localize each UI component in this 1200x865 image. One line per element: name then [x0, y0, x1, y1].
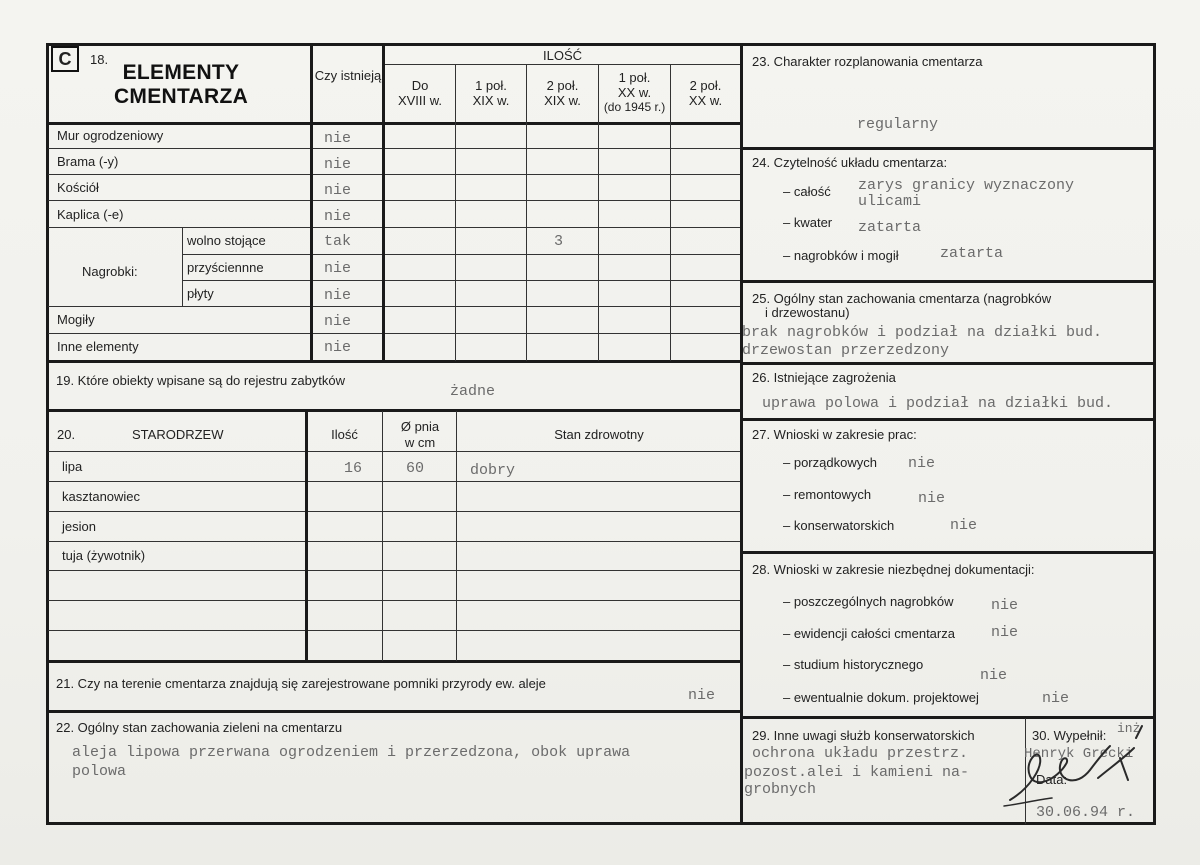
period-3-l1: 2 poł.	[546, 78, 579, 93]
tree-lipa-health: dobry	[470, 462, 516, 479]
s25-value-line2: drzewostan przerzedzony	[742, 342, 950, 359]
s23-label: 23. Charakter rozplanowania cmentarza	[752, 54, 983, 69]
s24-nagrobkow-label: – nagrobków i mogił	[783, 248, 899, 263]
s30-name: Henryk Grecki	[1024, 746, 1134, 762]
row-kosciol-value: nie	[324, 182, 352, 199]
nagrobki-label: Nagrobki:	[82, 264, 138, 279]
s18-title-line2: CMENTARZA	[113, 85, 249, 108]
s28-studium-value: nie	[980, 667, 1008, 684]
period-2-l1: 1 poł.	[475, 78, 507, 93]
tree-lipa-count: 16	[344, 460, 363, 477]
s30-label: 30. Wypełnił:	[1032, 728, 1107, 743]
s20-number: 20.	[57, 427, 76, 442]
s28-nagrobkow-label: – poszczególnych nagrobków	[783, 594, 954, 609]
s27-konserwatorskich-label: – konserwatorskich	[783, 518, 895, 533]
s27-label: 27. Wnioski w zakresie prac:	[752, 427, 917, 442]
row-brama-value: nie	[324, 156, 352, 173]
wolno-count-2pol-xix: 3	[554, 233, 564, 250]
period-1-l2: XVIII w.	[397, 93, 443, 108]
s28-projektowej-label: – ewentualnie dokum. projektowej	[783, 690, 979, 705]
s30-title: inż	[1117, 721, 1141, 736]
s28-label: 28. Wnioski w zakresie niezbędnej dokumentacji:	[752, 562, 1035, 577]
s27-konserwatorskich-value: nie	[950, 517, 978, 534]
s19-label: 19. Które obiekty wpisane są do rejestru zabytków	[56, 373, 346, 388]
row-kosciol-label: Kościół	[57, 180, 99, 195]
tree-jesion-label: jesion	[62, 519, 96, 534]
row-inne-value: nie	[324, 339, 352, 356]
s26-label: 26. Istniejące zagrożenia	[752, 370, 896, 385]
s25-label-line2: i drzewostanu)	[765, 305, 850, 320]
s24-kwater-value: zatarta	[858, 219, 922, 236]
s24-nagrobkow-value: zatarta	[940, 245, 1004, 262]
s29-value-line1: ochrona układu przestrz.	[752, 745, 969, 762]
period-2-l2: XIX w.	[472, 93, 510, 108]
s20-col-stan: Stan zdrowotny	[554, 427, 644, 442]
s22-value-line1: aleja lipowa przerwana ogrodzeniem i przerzedzona, obok uprawa	[72, 744, 631, 761]
row-brama-label: Brama (-y)	[57, 154, 119, 169]
s24-calosc-value-line1: zarys granicy wyznaczony	[858, 177, 1075, 194]
period-4-l3: (do 1945 r.)	[603, 100, 666, 114]
s24-calosc-value-line2: ulicami	[858, 193, 922, 210]
row-kaplica-label: Kaplica (-e)	[57, 207, 124, 222]
s24-calosc-label: – całość	[783, 184, 831, 199]
s25-value-line1: brak nagrobków i podział na działki bud.	[742, 324, 1103, 341]
s18-number: 18.	[90, 52, 109, 67]
s20-title: STARODRZEW	[132, 427, 224, 442]
row-mogily-label: Mogiły	[57, 312, 95, 327]
s25-label-line1: 25. Ogólny stan zachowania cmentarza (nagrobków	[752, 291, 1052, 306]
row-mogily-value: nie	[324, 313, 352, 330]
s27-remontowych-value: nie	[918, 490, 946, 507]
row-kaplica-value: nie	[324, 208, 352, 225]
row-wolno-value: tak	[324, 233, 352, 250]
s30-date: 30.06.94 r.	[1036, 804, 1136, 821]
period-5-l2: XX w.	[688, 93, 723, 108]
s28-ewidencji-value: nie	[991, 624, 1019, 641]
row-mur-label: Mur ogrodzeniowy	[57, 128, 164, 143]
s20-col-pnia-l2: w cm	[404, 435, 436, 450]
s18-title-line1: ELEMENTY	[122, 61, 240, 84]
s28-studium-label: – studium historycznego	[783, 657, 924, 672]
s22-label: 22. Ogólny stan zachowania zieleni na cmentarzu	[56, 720, 343, 735]
period-4-l1: 1 poł.	[618, 70, 651, 85]
s19-value: żadne	[450, 383, 496, 400]
s29-value-line3: grobnych	[744, 781, 817, 798]
row-plyty-value: nie	[324, 287, 352, 304]
period-4-l2: XX w.	[617, 85, 652, 100]
s30-date-label: Data:	[1036, 772, 1068, 787]
s23-value: regularny	[857, 116, 939, 133]
s28-ewidencji-label: – ewidencji całości cmentarza	[783, 626, 955, 641]
row-plyty-label: płyty	[187, 286, 214, 301]
ilosc-header: ILOŚĆ	[542, 48, 582, 63]
section-letter: C	[51, 46, 79, 72]
s28-projektowej-value: nie	[1042, 690, 1070, 707]
s20-col-pnia-l1: Ø pnia	[400, 419, 440, 434]
row-przyscienne-value: nie	[324, 260, 352, 277]
s29-value-line2: pozost.alei i kamieni na-	[744, 764, 970, 781]
tree-tuja-label: tuja (żywotnik)	[62, 548, 146, 563]
s27-porzadkowych-value: nie	[908, 455, 936, 472]
period-5-l1: 2 poł.	[689, 78, 722, 93]
s28-nagrobkow-value: nie	[991, 597, 1019, 614]
s24-label: 24. Czytelność układu cmentarza:	[752, 155, 948, 170]
col-exists-header: Czy istnieją	[314, 68, 382, 83]
s22-value-line2: polowa	[72, 763, 127, 780]
period-3-l2: XIX w.	[544, 93, 581, 108]
s27-remontowych-label: – remontowych	[783, 487, 872, 502]
s20-col-ilosc: Ilość	[331, 427, 358, 442]
s21-label: 21. Czy na terenie cmentarza znajdują się zarejestrowane pomniki przyrody ew. aleje	[56, 676, 546, 691]
row-przyscienne-label: przyściennne	[187, 260, 264, 275]
row-mur-value: nie	[324, 130, 352, 147]
s26-value: uprawa polowa i podział na działki bud.	[762, 395, 1114, 412]
tree-lipa-diameter: 60	[406, 460, 425, 477]
tree-lipa-label: lipa	[62, 459, 83, 474]
row-inne-label: Inne elementy	[57, 339, 139, 354]
tree-kasztanowiec-label: kasztanowiec	[62, 489, 141, 504]
s29-label: 29. Inne uwagi służb konserwatorskich	[752, 728, 975, 743]
period-1-l1: Do	[411, 78, 429, 93]
s21-value: nie	[688, 687, 716, 704]
signature-scribble	[1000, 718, 1156, 810]
row-wolno-label: wolno stojące	[187, 233, 266, 248]
s27-porzadkowych-label: – porządkowych	[783, 455, 877, 470]
s24-kwater-label: – kwater	[783, 215, 833, 230]
